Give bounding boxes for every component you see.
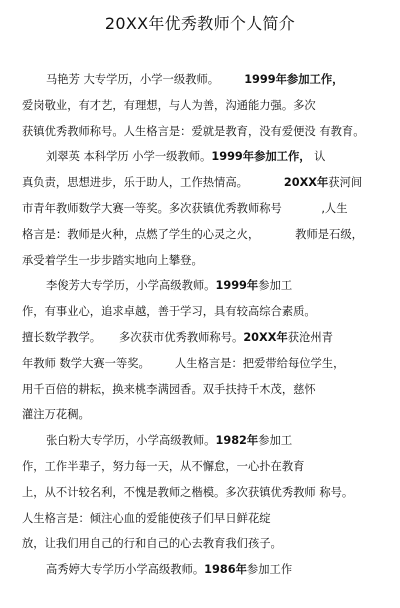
body-line [46, 279, 400, 293]
text-segment: 承受着学生一步步踏实地向上攀登。 [22, 253, 203, 267]
text-segment: 获沧州青 [287, 331, 333, 344]
text-segment: 获河间 [328, 176, 363, 190]
text-segment: 作，工作半辈子，努力每一天，从不懈怠，一心扑在教育 [22, 460, 305, 473]
text-segment: 获镇优秀教师称号。人生格言是：爱就是教育，没有爱便没 有教育。 [22, 124, 365, 138]
text-segment: 放，让我们用自己的行和自己的心去教育我们孩子。 [22, 537, 282, 551]
body-line [22, 202, 400, 216]
body-line [22, 408, 400, 422]
text-segment: 参加工 [258, 434, 293, 448]
text-segment: 用千百倍的耕耘，换来桃李满园香。双手扶持千木茂，慈怀 [22, 382, 316, 396]
text-segment: 年教师 数学大赛一等奖。 人生格言是：把爱带给每位学生， [22, 356, 345, 370]
text-segment: 灌注万花稠。 [22, 408, 90, 422]
body-line [22, 383, 400, 397]
bold-text: 1999年参加工作， [211, 150, 311, 164]
text-segment: 马艳芳 大专学历，小学一级教师。 [46, 73, 245, 86]
bold-text: 1982年 [215, 434, 259, 448]
body-line [46, 73, 400, 87]
text-segment: 认 [310, 150, 326, 164]
document-title: 20XX年优秀教师个人简介 [104, 14, 296, 33]
text-segment: 高秀婷大专学历小学高级教师。 [46, 563, 205, 577]
body-line [46, 563, 400, 577]
bold-text: 1999年 [215, 279, 259, 293]
body-line [22, 254, 400, 268]
body-line [46, 434, 400, 448]
body-line [22, 512, 400, 526]
body-line [22, 460, 400, 474]
text-segment: 参加工作 [246, 563, 293, 577]
body-line [22, 331, 400, 345]
text-segment: 真负责，思想进步，乐于助人，工作热情高。 [22, 176, 284, 190]
body-line [46, 150, 400, 164]
body-line [22, 486, 400, 500]
bold-text: 20XX年 [243, 331, 288, 344]
text-segment: 刘翠英 本科学历 小学一级教师。 [46, 150, 212, 164]
text-segment: 市青年教师数学大赛一等奖。多次获镇优秀教师称号 ,人生 [22, 202, 348, 215]
text-segment: 爱岗敬业，有才艺，有理想，与人为善，沟通能力强。多次 [22, 98, 316, 112]
bold-text: 1999年参加工作， [244, 73, 344, 86]
text-segment: 人生格言是：倾注心血的爱能使孩子们早日鲜花绽 [22, 511, 271, 525]
text-segment: 作，有事业心，追求卓越，善于学习，具有较高综合素质。 [22, 305, 316, 319]
text-segment: 格言是：教师是火种，点燃了学生的心灵之火， 教师是石级， [22, 227, 363, 241]
body-line [22, 125, 400, 139]
body-line [22, 99, 400, 113]
bold-text: 1986年 [204, 563, 247, 577]
body-line [22, 305, 400, 319]
body-line [22, 537, 400, 551]
text-segment: 参加工 [258, 279, 293, 293]
text-segment: 张白粉大专学历，小学高级教师。 [46, 434, 216, 448]
bold-text: 20XX年 [283, 176, 329, 190]
body-line [22, 357, 400, 371]
text-segment: 李俊芳大专学历，小学高级教师。 [46, 279, 216, 293]
text-segment: 擅长数学教学。 多次获市优秀教师称号。 [22, 331, 244, 344]
text-segment: 上，从不计较名利，不愧是教师之楷模。多次获镇优秀教师 称号。 [22, 485, 354, 499]
body-line [22, 176, 400, 190]
body-line [22, 228, 400, 242]
